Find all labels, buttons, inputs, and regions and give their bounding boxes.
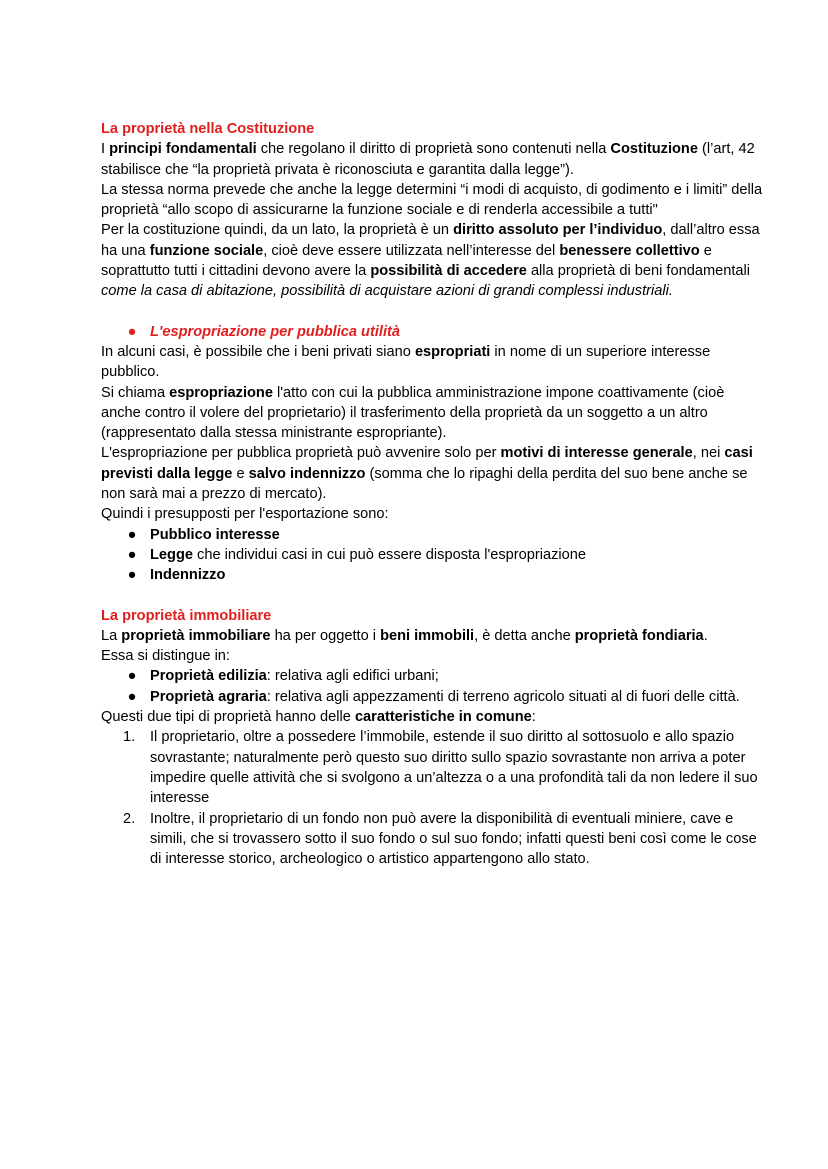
paragraph-proprieta-immobiliare (101, 626, 768, 646)
text-span: (somma che lo ripaghi della perdita del suo bene anche se non sarà mai a prezzo di mercato). (101, 465, 748, 503)
list-item (125, 687, 768, 707)
section-heading-immobiliare: La proprietà immobiliare (101, 607, 272, 624)
text-span: in nome di un superiore interesse pubblico. (101, 343, 711, 381)
text-span: e soprattutto tutti i cittadini devono avere la (101, 242, 712, 280)
bold-text: Indennizzo (150, 567, 226, 584)
item-text: Inoltre, il proprietario di un fondo non può avere la disponibilità di eventuali miniere, cave e simili, che si trovassero sotto il suo fondo o sul suo fondo; infatti questi beni così come le cose di interesse storico, archeologico o artistico appartengono allo stato. (150, 810, 757, 868)
bold-text: casi previsti dalla legge (101, 445, 753, 482)
bold-text: Legge (150, 546, 193, 563)
italic-text: come la casa di abitazione, possibilità di acquistare azioni di grandi complessi industriali. (101, 283, 673, 300)
text-span: Questi due tipi di proprietà hanno delle (101, 709, 355, 726)
bold-text: diritto assoluto per l’individuo (453, 222, 663, 239)
text-span: l'atto con cui la pubblica amministrazione impone coattivamente (cioè anche contro il volere del proprietario) il trasferimento della proprietà da un soggetto a un altro (rappresentato dalla stessa ministrante espropriante). (101, 384, 725, 442)
text-span: , nei (692, 445, 725, 462)
text-span: : (531, 709, 536, 726)
item-number: 1. (123, 729, 136, 746)
text-span: Per la costituzione quindi, da un lato, la proprietà è un (101, 222, 454, 239)
text-span: , cioè deve essere utilizzata nell’interesse del (263, 242, 560, 259)
text-span: e (232, 465, 249, 482)
paragraph-espropriazione-avviene (101, 443, 768, 504)
bullet-icon: ● (127, 688, 137, 705)
bold-text: funzione sociale (149, 242, 264, 259)
item-number: 2. (123, 810, 136, 827)
text-span: Si chiama (101, 384, 170, 401)
bold-text: proprietà immobiliare (121, 627, 271, 644)
text-span: che individui casi in cui può essere disposta l'espropriazione (192, 546, 586, 563)
caratteristiche-list (101, 727, 768, 869)
text-span: L'espropriazione per pubblica proprietà può avvenire solo per (101, 445, 501, 462)
bold-text: Costituzione (610, 141, 698, 158)
numbered-item (123, 727, 768, 808)
text-span: In alcuni casi, è possibile che i beni privati siano (101, 343, 415, 360)
presupposti-list (101, 525, 768, 586)
list-item (125, 545, 768, 565)
bold-text: Pubblico interesse (150, 526, 280, 543)
bold-text: beni immobili (380, 627, 475, 644)
bold-text: espropriazione (169, 384, 273, 401)
text-span: : relativa agli appezzamenti di terreno agricolo situati al di fuori delle città. (266, 688, 740, 705)
item-text: Il proprietario, oltre a possedere l’immobile, estende il suo diritto al sottosuolo e allo spazio sovrastante; naturalmente però questo suo diritto sullo spazio sovrastante non arriva a poter impedire quelle attività che si svolgono a un’altezza o a una profondità tali da non ledere il suo interesse (150, 729, 758, 807)
paragraph-costituzione-quindi (101, 220, 768, 301)
text-span: : relativa agli edifici urbani; (266, 668, 439, 685)
bullet-icon: ● (127, 567, 137, 584)
text-span: , dall’altro essa ha una (101, 222, 760, 259)
paragraph-presupposti: Quindi i presupposti per l'esportazione sono: (101, 506, 389, 523)
bullet-icon: ● (127, 526, 137, 543)
text-span: I (101, 141, 110, 158)
bullet-icon: ● (127, 323, 137, 340)
section-heading-espropriazione (101, 322, 768, 342)
bold-text: Proprietà edilizia (150, 668, 267, 685)
list-item (125, 525, 768, 545)
text-span: . (703, 627, 708, 644)
bold-text: salvo indennizzo (248, 465, 366, 482)
text-span: La (101, 627, 122, 644)
bullet-icon: ● (127, 546, 137, 563)
bold-text: caratteristiche in comune (354, 709, 532, 726)
text-span: ha per oggetto i (270, 627, 381, 644)
bold-text: Proprietà agraria (150, 688, 267, 705)
bold-text: possibilità di accedere (370, 263, 527, 280)
bullet-icon: ● (127, 668, 137, 685)
list-item (125, 565, 768, 585)
bold-text: benessere collettivo (559, 242, 700, 259)
bold-text: proprietà fondiaria (574, 627, 704, 644)
numbered-item (123, 809, 768, 870)
paragraph-beni-privati (101, 342, 768, 383)
section-heading-costituzione: La proprietà nella Costituzione (101, 121, 315, 137)
text-span: che regolano il diritto di proprietà sono contenuti nella (256, 141, 611, 158)
tipi-proprieta-list (101, 666, 768, 707)
paragraph-principi (101, 139, 768, 180)
heading-text: L'espropriazione per pubblica utilità (150, 323, 400, 340)
paragraph-norma: La stessa norma prevede che anche la legge determini “i modi di acquisto, di godimento e i limiti” della proprietà “allo scopo di assicurarne la funzione sociale e di renderla accessibile a tutti" (101, 181, 763, 219)
text-span: alla proprietà di beni fondamentali (526, 263, 750, 280)
paragraph-si-chiama (101, 383, 768, 444)
bold-text: espropriati (414, 343, 491, 360)
text-span: (l’art, 42 stabilisce che “la proprietà privata è riconosciuta e garantita dalla legge”). (101, 141, 755, 178)
bold-text: motivi di interesse generale (500, 445, 693, 462)
text-span: , è detta anche (474, 627, 575, 644)
list-item (125, 666, 768, 686)
paragraph-si-distingue: Essa si distingue in: (101, 648, 230, 665)
bold-text: principi fondamentali (109, 141, 257, 158)
paragraph-caratteristiche (101, 707, 768, 727)
